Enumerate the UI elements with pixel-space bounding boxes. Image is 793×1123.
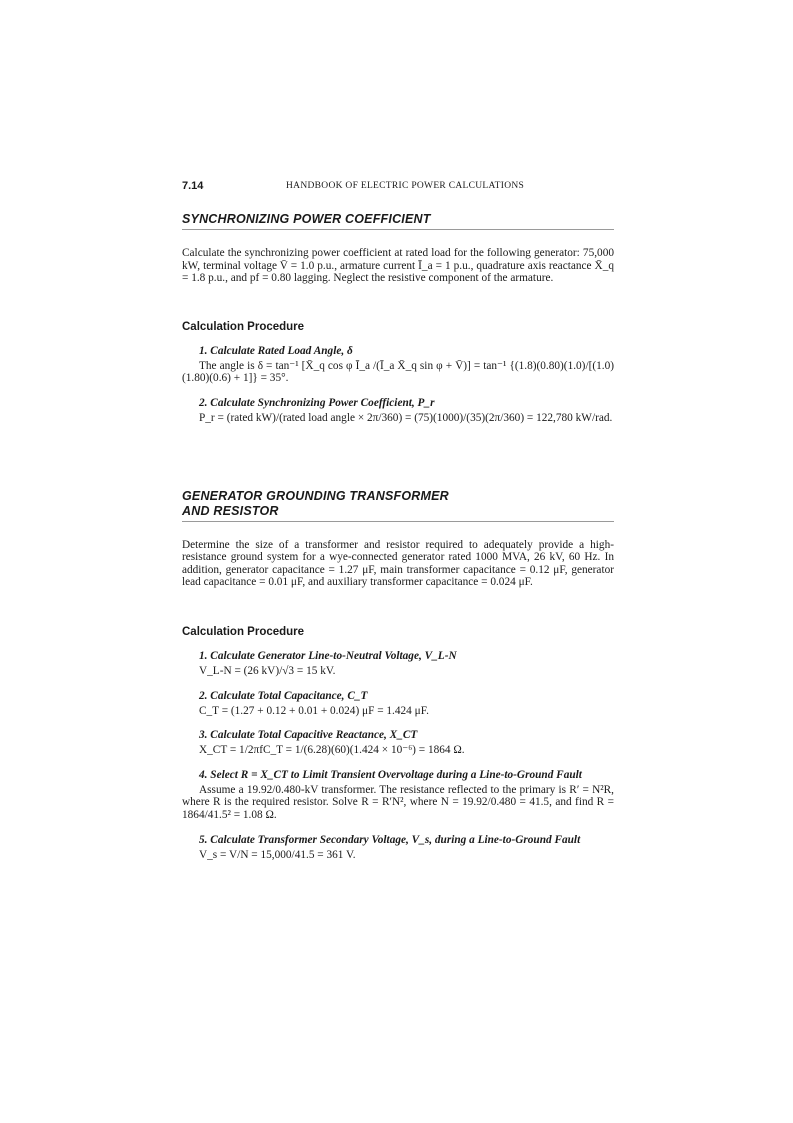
calculation-procedure-heading-2: Calculation Procedure <box>182 625 305 638</box>
step-body-secondary-voltage: V_s = V/N = 15,000/41.5 = 361 V. <box>199 848 356 861</box>
step-body-total-capacitance: C_T = (1.27 + 0.12 + 0.01 + 0.024) μF = 1.424 μF. <box>199 704 429 717</box>
section1-intro: Calculate the synchronizing power coefficient at rated load for the following generator: 75,000 kW, terminal voltage V̄ = 1.0 p.u., armature current Ī_a = 1 p.u., quadrature axis reactance X̄_q = 1.8 p.u., and pf = 0.80 lagging. Neglect the resistive component of the armature. <box>182 247 614 285</box>
step-body-line-to-neutral-voltage: V_L-N = (26 kV)/√3 = 15 kV. <box>199 664 336 677</box>
step-body-select-resistor: Assume a 19.92/0.480-kV transformer. The resistance reflected to the primary is R′ = N²R, where R is the required resistor. Solve R = R′N², where N = 19.92/0.480 = 41.5, and find R = 1864/41.5² = 1.08 Ω. <box>182 783 614 821</box>
section-title-line-2: AND RESISTOR <box>182 503 279 518</box>
section-title-line-1: GENERATOR GROUNDING TRANSFORMER <box>182 488 449 503</box>
section-title-grounding-transformer <box>182 489 614 522</box>
step-body-rated-load-angle: The angle is δ = tan⁻¹ [X̄_q cos φ Ī_a /(Ī_a X̄_q sin φ + V̄)] = tan⁻¹ {(1.8)(0.80)(1.0)/[(1.0)(1.80)(0.6) + 1]} = 35°. <box>182 359 614 385</box>
step-title-total-capacitance: 2. Calculate Total Capacitance, C_T <box>199 689 368 702</box>
step-title-rated-load-angle: 1. Calculate Rated Load Angle, δ <box>199 344 353 357</box>
step-body-sync-power-coefficient: P_r = (rated kW)/(rated load angle × 2π/360) = (75)(1000)/(35)(2π/360) = 122,780 kW/rad. <box>199 411 613 424</box>
running-title: HANDBOOK OF ELECTRIC POWER CALCULATIONS <box>286 181 525 191</box>
page-content <box>182 180 614 861</box>
step-title-secondary-voltage: 5. Calculate Transformer Secondary Voltage, V_s, during a Line-to-Ground Fault <box>199 833 581 846</box>
calculation-procedure-heading-1: Calculation Procedure <box>182 320 305 333</box>
page-number: 7.14 <box>182 180 204 192</box>
section-title-synchronizing: SYNCHRONIZING POWER COEFFICIENT <box>182 212 614 230</box>
step-title-sync-power-coefficient: 2. Calculate Synchronizing Power Coefficient, P_r <box>199 396 435 409</box>
running-header <box>182 180 614 196</box>
step-title-select-resistor: 4. Select R = X_CT to Limit Transient Overvoltage during a Line-to-Ground Fault <box>199 768 582 781</box>
step-title-line-to-neutral-voltage: 1. Calculate Generator Line-to-Neutral Voltage, V_L-N <box>199 649 457 662</box>
section2-intro: Determine the size of a transformer and resistor required to adequately provide a high-resistance ground system for a wye-connected generator rated 1000 MVA, 26 kV, 60 Hz. In addition, generator capacitance = 1.27 μF, main transformer capacitance = 0.12 μF, generator lead capacitance = 0.01 μF, and auxiliary transformer capacitance = 0.024 μF. <box>182 538 614 589</box>
step-title-capacitive-reactance: 3. Calculate Total Capacitive Reactance, X_CT <box>199 729 418 742</box>
step-body-capacitive-reactance: X_CT = 1/2πfC_T = 1/(6.28)(60)(1.424 × 10⁻⁶) = 1864 Ω. <box>199 744 465 757</box>
